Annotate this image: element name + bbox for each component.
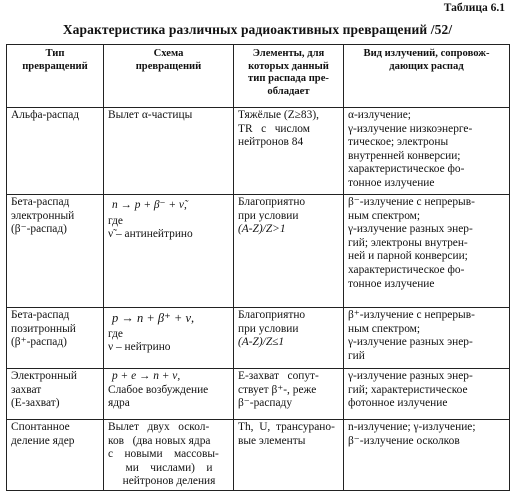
table-row — [7, 369, 510, 420]
header-radiation-line-1: Вид излучений, сопровож- — [363, 48, 490, 59]
cell-line: гий; характеристическое — [348, 383, 468, 396]
cell-line: внутренней конверсии; — [348, 149, 461, 162]
radioactive-decay-table — [6, 44, 510, 491]
header-radiation — [344, 45, 510, 108]
cell-line: ным спектром; — [348, 322, 421, 335]
cell-line: нейтронов 84 — [238, 136, 304, 149]
cell-scheme — [104, 420, 234, 491]
header-scheme-line-2: превращений — [135, 60, 202, 72]
decay-formula: n → p + β⁻ + ν̃, — [112, 199, 187, 211]
table-row — [7, 195, 510, 308]
cell-line: γ-излучение разных энер- — [348, 370, 473, 382]
cell-line: деление ядер — [11, 434, 75, 447]
cell-line: Электронный — [11, 370, 77, 382]
header-elements-line-3: тип распада пре- — [248, 73, 329, 85]
cell-line: при условии — [238, 209, 299, 222]
cell-line: Слабое возбуждение — [108, 383, 209, 396]
cell-line: захват — [11, 383, 42, 396]
cell-line: γ-излучение разных энер- — [348, 223, 473, 236]
cell-line: где — [108, 327, 123, 340]
header-type-line-2: превращений — [22, 60, 88, 72]
cell-line: β⁻-распаду — [238, 397, 293, 410]
cell-line: Вылет α-частицы — [108, 109, 193, 121]
cell-scheme — [104, 108, 234, 195]
cell-line: гий; электроны внутрен- — [348, 236, 468, 249]
table-title: Характеристика различных радиоактивных превращений /52/ — [62, 22, 453, 37]
header-scheme — [104, 45, 234, 108]
cell-scheme — [104, 369, 234, 420]
cell-line: гий — [348, 349, 365, 362]
table-row — [7, 308, 510, 369]
cell-line: где — [108, 214, 123, 227]
cell-line: (β⁻-распад) — [11, 223, 67, 236]
cell-line: с новыми массовы- — [108, 448, 219, 461]
cell-radiation — [344, 369, 510, 420]
cell-elements — [234, 369, 344, 420]
cell-type — [7, 420, 104, 491]
cell-scheme — [104, 195, 234, 308]
cell-line: (A-Z)/Z>1 — [238, 223, 286, 236]
cell-line: Бета-распад — [11, 196, 70, 208]
cell-elements — [234, 195, 344, 308]
cell-line: (A-Z)/Z≤1 — [238, 336, 285, 349]
cell-radiation — [344, 308, 510, 369]
cell-line: ядра — [108, 397, 130, 410]
header-elements-line-4: обладает — [267, 85, 310, 97]
cell-type — [7, 308, 104, 369]
cell-scheme — [104, 308, 234, 369]
cell-elements — [234, 308, 344, 369]
header-type — [7, 45, 104, 108]
cell-line: вые элементы — [238, 434, 306, 447]
cell-line: β⁺-излучение с непрерыв- — [348, 309, 475, 321]
cell-line: Бета-распад — [11, 309, 70, 321]
cell-line: тонное излучение — [348, 176, 435, 189]
cell-line: Благоприятно — [238, 196, 306, 208]
header-row — [7, 45, 510, 108]
decay-formula: p + e → n + ν, — [112, 370, 181, 382]
cell-type — [7, 195, 104, 308]
header-scheme-line-1: Схема — [153, 48, 184, 59]
cell-line: ней и парной конверсии; — [348, 250, 468, 263]
header-elements-line-2: которых данный — [248, 60, 329, 72]
cell-line: ствует β⁺-, реже — [238, 383, 317, 396]
cell-line: характеристическое фо- — [348, 163, 465, 176]
cell-line: характеристическое фо- — [348, 263, 465, 276]
cell-line: E-захват сопут- — [238, 370, 319, 382]
cell-type — [7, 369, 104, 420]
cell-line: тонное излучение — [348, 277, 435, 290]
table-number: Таблица 6.1 — [443, 2, 505, 14]
cell-line: тическое; электроны — [348, 136, 449, 149]
cell-line: ν̃ – антинейтрино — [108, 228, 193, 241]
header-radiation-line-2: дающих распад — [389, 60, 464, 72]
cell-line: n-излучение; γ-излучение; — [348, 421, 476, 433]
cell-line: Спонтанное — [11, 421, 70, 433]
cell-line: Вылет двух оскол- — [108, 421, 210, 433]
cell-radiation — [344, 195, 510, 308]
cell-line: при условии — [238, 322, 299, 335]
cell-line: Th, U, трансурано- — [238, 421, 335, 433]
header-elements-line-1: Элементы, для — [252, 48, 325, 59]
cell-line: γ-излучение разных энер- — [348, 336, 473, 349]
cell-line: нейтронов деления — [122, 475, 216, 488]
cell-elements — [234, 420, 344, 491]
table-row — [7, 420, 510, 491]
cell-line: TR с числом — [238, 122, 310, 135]
header-elements — [234, 45, 344, 108]
cell-line: Тяжёлые (Z≥83), — [238, 109, 319, 121]
cell-elements — [234, 108, 344, 195]
cell-line: ным спектром; — [348, 209, 421, 222]
cell-line: электронный — [11, 209, 75, 222]
cell-line: α-излучение; — [348, 109, 411, 121]
cell-line: β⁻-излучение с непрерыв- — [348, 196, 475, 208]
cell-line: γ-излучение низкоэнерге- — [348, 122, 473, 135]
cell-radiation — [344, 420, 510, 491]
cell-line: позитронный — [11, 322, 76, 335]
header-type-line-1: Тип — [45, 48, 65, 59]
cell-radiation — [344, 108, 510, 195]
cell-line: ν – нейтрино — [108, 341, 171, 354]
cell-line: (E-захват) — [11, 397, 60, 410]
table-row — [7, 108, 510, 195]
cell-line: ми числами) и — [125, 461, 213, 474]
cell-line: Благоприятно — [238, 309, 306, 321]
decay-formula: p → n + β⁺ + ν, — [112, 311, 195, 325]
cell-line: фотонное излучение — [348, 397, 448, 410]
cell-line: (β⁺-распад) — [11, 336, 67, 349]
cell-line: β⁻-излучение осколков — [348, 434, 460, 447]
cell-line: ков (два новых ядра — [108, 434, 211, 447]
cell-type — [7, 108, 104, 195]
cell-line: Альфа-распад — [11, 109, 80, 121]
